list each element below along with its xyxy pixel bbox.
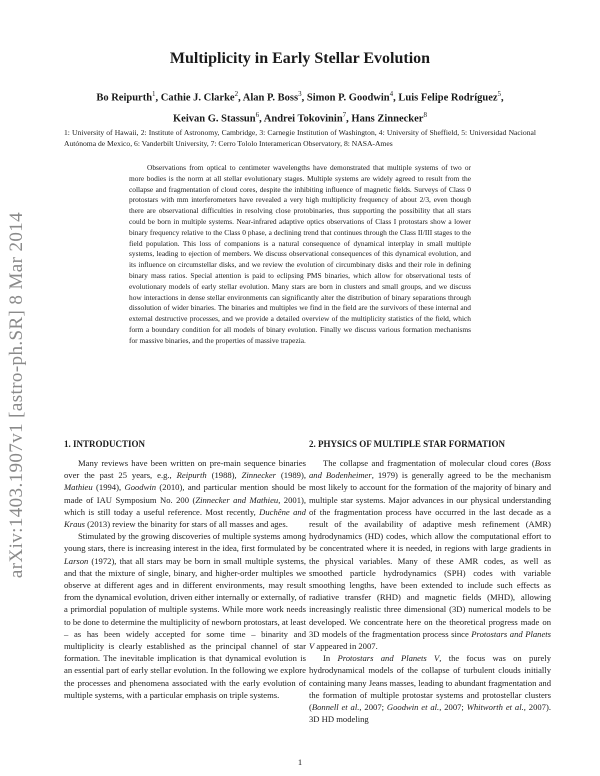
body-text: (1989), [276, 470, 306, 481]
body-text: appeared in 2007. [314, 641, 378, 652]
author-name: Bo Reipurth [96, 92, 153, 104]
author-name: Keivan G. Stassun [173, 113, 256, 124]
author-name: Hans Zinnecker [351, 113, 424, 124]
body-text: (2010), and particular mention should be made of IAU Symposium No. 200 ( [64, 482, 306, 505]
author-separator: , [259, 113, 264, 124]
body-text: (1972), that all stars may be born in small multiple systems, and that the mixture of single, binary, and higher-order multiples we observe at different ages and in different environments, may result from the dynamical evolution, driven either internally or externally, of a primordial population of multiple systems. While more work needs to be done to determine the multiplicity of newborn protostars, at least – as has been widely accepted for some time – binarity and multiplicity is clearly established as the principal channel of star formation. The inevitable implication is that dynamical evolution is an essential part of early stellar evolution. In the following we explore the processes and phenomena associated with the early evolution of multiple systems, with a particular emphasis on triple systems. [64, 555, 306, 700]
body-text: Stimulated by the growing discoveries of multiple systems among young stars, there is increasing interest in the idea, first formulated by [64, 531, 306, 554]
citation-text: Goodwin [124, 482, 157, 493]
page-number: 1 [297, 757, 303, 767]
body-text: The collapse and fragmentation of molecular cloud cores ( [323, 458, 535, 468]
citation-text: Zinnecker [241, 470, 276, 481]
body-text: , 2007; [439, 702, 467, 713]
citation-text: Zinnecker and Mathieu [195, 494, 279, 505]
affiliations: 1: University of Hawaii, 2: Institute of Astronomy, Cambridge, 3: Carnegie Institution of Washington, 4: University of Sheffield, 5: Universidad Nacional Autónoma de Mexico, 6: Vanderbilt University, 7: Cerro Tololo Interamerican Observatory, 8: NASA-Ames [64, 128, 536, 148]
physics-paragraph-2 [309, 652, 551, 725]
author-name: Simon P. Goodwin [306, 92, 390, 104]
arxiv-stamp-text: arXiv:1403.1907v1 [astro-ph.SR] 8 Mar 2014 [6, 211, 27, 579]
citation-text: Mathieu [64, 482, 93, 493]
body-text: , 1979) is generally agreed to be the mechanism most likely to account for the formation of the majority of binary and multiple star systems. Major advances in our physical understanding of the fragmentation process have occurred in the last decade as a result of the availability of adaptive mesh refinement (AMR) hydrodynamics (HD) codes, which allow the computational effort to be concentrated where it is needed, in regions with large gradients in the physical variables. Many of these AMR codes, as well as smoothed particle hydrodynamics (SPH) codes with variable smoothing lengths, have been extended to include such effects as radiative transfer (RHD) and magnetic fields (MHD), allowing increasingly realistic three dimensional (3D) numerical models to be developed. We concentrate here on the theoretical progress made on 3D models of the fragmentation process since [309, 470, 551, 639]
physics-paragraph-1 [309, 457, 551, 652]
body-text: , 2007). 3D HD modeling [309, 702, 551, 725]
author-affiliation-number: 2 [234, 90, 239, 98]
column-left [64, 457, 306, 701]
author-name: Luis Felipe Rodríguez [398, 92, 498, 104]
author-line-2 [60, 107, 540, 128]
citation-text: Bonnell et al. [311, 702, 360, 713]
body-text: , 2007; [359, 702, 387, 713]
author-separator: , [301, 92, 307, 104]
author-name: Alan P. Boss [242, 92, 299, 104]
author-affiliation-number: 3 [298, 90, 302, 98]
column-right [309, 457, 551, 725]
citation-text: Boss and Bodenheimer [309, 458, 551, 481]
intro-paragraph-1 [64, 457, 306, 530]
section-1-heading: 1. INTRODUCTION [64, 439, 146, 449]
intro-paragraph-2 [64, 530, 306, 701]
body-text: Many reviews have been written on pre-main sequence binaries over the past 25 years, e.g., [64, 458, 306, 481]
body-text: (2013) review the binarity for stars of all masses and ages. [85, 519, 288, 530]
author-affiliation-number: 4 [389, 90, 394, 98]
author-separator: , [501, 92, 504, 104]
citation-text: Whitworth et al. [466, 702, 524, 713]
author-separator: , [346, 113, 352, 124]
paper-title: Multiplicity in Early Stellar Evolution [169, 50, 431, 67]
citation-text: Protostars and Planets V [309, 628, 551, 652]
citation-text: Goodwin et al. [386, 702, 440, 713]
author-separator: , [393, 92, 399, 104]
citation-text: Reipurth [176, 470, 207, 481]
author-affiliation-number: 8 [423, 110, 427, 119]
abstract: Observations from optical to centimeter wavelengths have demonstrated that multiple systems of two or more bodies is the norm at all stellar evolutionary stages. Multiple systems are widely agreed to result from the collapse and fragmentation of cloud cores, despite the inhibiting influence of magnetic fields. Surveys of Class 0 protostars with mm interferometers have revealed a very high multiplicity frequency of about 2/3, even though there are observational difficulties in resolving close protobinaries, thus supporting the possibility that all stars could be born in multiple systems. Near-infrared adaptive optics observations of Class I protostars show a lower binary frequency relative to the Class 0 phase, a declining trend that continues through the Class II/III stages to the field population. This loss of companions is a natural consequence of dynamical interplay in small multiple systems, leading to ejection of members. We discuss observational consequences of this dynamical evolution, and its influence on circumstellar disks, and we review the evolution of circumbinary disks and their role in defining binary mass ratios. Special attention is paid to eclipsing PMS binaries, which allow for observational tests of evolutionary models of early stellar evolution. Many stars are born in clusters and small groups, and we discuss how interactions in dense stellar environments can significantly alter the distribution of binary separations through dissolution of wider binaries. The binaries and multiples we find in the field are the survivors of these internal and external destructive processes, and we provide a detailed overview of the multiplicity statistics of the field, which form a boundary condition for all models of binary evolution. Finally we discuss various formation mechanisms for massive binaries, and the properties of massive trapezia. [129, 163, 471, 345]
author-affiliation-number: 5 [497, 90, 502, 98]
author-name: Andrei Tokovinin [263, 113, 343, 124]
author-name: Cathie J. Clarke [160, 92, 235, 104]
author-affiliation-number: 1 [152, 90, 156, 98]
author-affiliation-number: 6 [255, 110, 260, 119]
citation-text: Protostars and Planets V [337, 653, 440, 664]
section-2-heading: 2. PHYSICS OF MULTIPLE STAR FORMATION [309, 439, 506, 449]
body-text: , 2001), which is still today a useful reference. Most recently, [64, 494, 307, 517]
body-text: (1988), [206, 470, 242, 481]
citation-text: Larson [64, 555, 89, 566]
author-separator: , [238, 92, 243, 104]
body-text: , the focus was on purely hydrodynamical models of the collapse of turbulent clouds initially containing many Jeans masses, leading to abundant fragmentation and the formation of multiple protostar systems and protostellar clusters ( [309, 653, 551, 713]
author-separator: , [155, 92, 161, 104]
author-affiliation-number: 7 [342, 110, 347, 119]
author-list [60, 86, 540, 127]
citation-text: Duchêne and Kraus [64, 506, 306, 530]
author-line-1 [60, 86, 540, 107]
body-text: (1994), [92, 482, 125, 493]
arxiv-stamp [6, 205, 28, 585]
body-text: In [323, 653, 338, 664]
